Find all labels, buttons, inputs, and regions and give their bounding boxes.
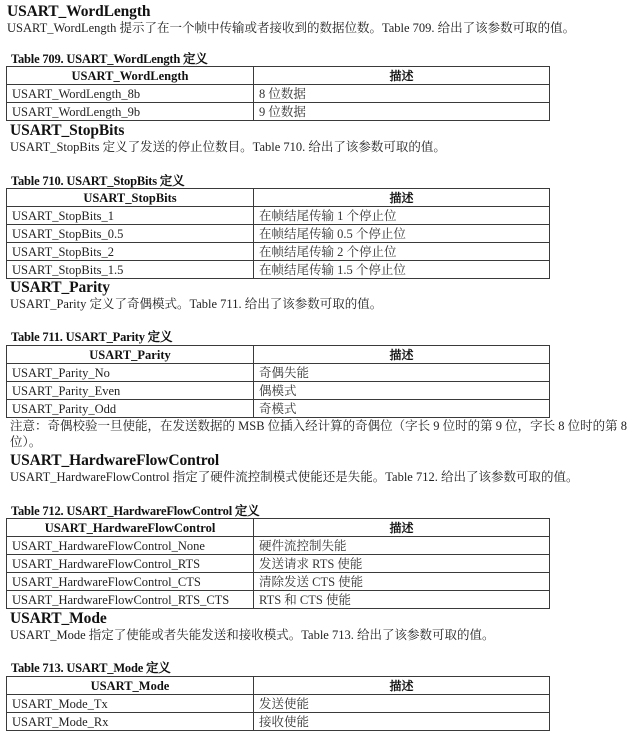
- table-row: [7, 225, 550, 243]
- parameter-description: 9 位数据: [254, 103, 550, 121]
- table-header-row: [7, 346, 550, 364]
- table-parity: [6, 345, 550, 418]
- column-header-parameter: USART_Parity: [7, 346, 254, 364]
- parameter-value: USART_StopBits_0.5: [7, 225, 254, 243]
- section-heading-stopbits: USART_StopBits: [10, 122, 125, 139]
- parameter-value: USART_HardwareFlowControl_RTS: [7, 555, 254, 573]
- parameter-description: 在帧结尾传输 1.5 个停止位: [254, 261, 550, 279]
- parameter-value: USART_WordLength_8b: [7, 85, 254, 103]
- table-header-row: [7, 677, 550, 695]
- parameter-description: 在帧结尾传输 0.5 个停止位: [254, 225, 550, 243]
- table-row: [7, 591, 550, 609]
- table-row: [7, 537, 550, 555]
- column-header-description: 描述: [254, 189, 550, 207]
- table-row: [7, 364, 550, 382]
- parameter-description: 8 位数据: [254, 85, 550, 103]
- parity-note: 注意：奇偶校验一旦使能，在发送数据的 MSB 位插入经计算的奇偶位（字长 9 位时的第 9 位，字长 8 位时的第 8 位）。: [10, 419, 628, 449]
- parameter-value: USART_HardwareFlowControl_CTS: [7, 573, 254, 591]
- section-description-stopbits: USART_StopBits 定义了发送的停止位数目。Table 710. 给出了该参数可取的值。: [10, 140, 446, 154]
- parameter-description: 清除发送 CTS 使能: [254, 573, 550, 591]
- table-caption-712: Table 712. USART_HardwareFlowControl 定义: [11, 504, 260, 518]
- parameter-value: USART_StopBits_1.5: [7, 261, 254, 279]
- table-row: [7, 573, 550, 591]
- parameter-value: USART_Parity_Even: [7, 382, 254, 400]
- parameter-value: USART_HardwareFlowControl_None: [7, 537, 254, 555]
- table-stopbits: [6, 188, 550, 279]
- table-row: [7, 243, 550, 261]
- parameter-value: USART_Mode_Tx: [7, 695, 254, 713]
- section-description-hwflowcontrol: USART_HardwareFlowControl 指定了硬件流控制模式使能还是失能。Table 712. 给出了该参数可取的值。: [10, 470, 579, 484]
- parameter-value: USART_Parity_Odd: [7, 400, 254, 418]
- parameter-value: USART_Mode_Rx: [7, 713, 254, 731]
- table-row: [7, 713, 550, 731]
- table-row: [7, 382, 550, 400]
- table-row: [7, 207, 550, 225]
- column-header-parameter: USART_WordLength: [7, 67, 254, 85]
- column-header-description: 描述: [254, 346, 550, 364]
- section-heading-mode: USART_Mode: [10, 610, 107, 627]
- table-wordlength: [6, 66, 550, 121]
- table-row: [7, 261, 550, 279]
- table-caption-711: Table 711. USART_Parity 定义: [11, 330, 173, 344]
- table-mode: [6, 676, 550, 731]
- table-caption-709: Table 709. USART_WordLength 定义: [11, 52, 208, 66]
- table-row: [7, 695, 550, 713]
- section-heading-wordlength: USART_WordLength: [7, 3, 151, 20]
- table-row: [7, 555, 550, 573]
- parameter-description: 在帧结尾传输 2 个停止位: [254, 243, 550, 261]
- parameter-value: USART_WordLength_9b: [7, 103, 254, 121]
- parameter-description: 发送请求 RTS 使能: [254, 555, 550, 573]
- column-header-parameter: USART_StopBits: [7, 189, 254, 207]
- column-header-description: 描述: [254, 519, 550, 537]
- parameter-value: USART_StopBits_1: [7, 207, 254, 225]
- table-hwflowcontrol: [6, 518, 550, 609]
- parameter-description: 在帧结尾传输 1 个停止位: [254, 207, 550, 225]
- section-description-wordlength: USART_WordLength 提示了在一个帧中传输或者接收到的数据位数。Table 709. 给出了该参数可取的值。: [7, 21, 576, 35]
- parameter-description: RTS 和 CTS 使能: [254, 591, 550, 609]
- column-header-parameter: USART_HardwareFlowControl: [7, 519, 254, 537]
- section-heading-parity: USART_Parity: [10, 279, 110, 296]
- parameter-value: USART_HardwareFlowControl_RTS_CTS: [7, 591, 254, 609]
- parameter-description: 硬件流控制失能: [254, 537, 550, 555]
- column-header-description: 描述: [254, 677, 550, 695]
- section-description-mode: USART_Mode 指定了使能或者失能发送和接收模式。Table 713. 给出了该参数可取的值。: [10, 628, 495, 642]
- section-description-parity: USART_Parity 定义了奇偶模式。Table 711. 给出了该参数可取的值。: [10, 297, 383, 311]
- parameter-description: 奇模式: [254, 400, 550, 418]
- table-caption-710: Table 710. USART_StopBits 定义: [11, 174, 185, 188]
- section-heading-hwflowcontrol: USART_HardwareFlowControl: [10, 452, 220, 469]
- table-row: [7, 103, 550, 121]
- parameter-description: 接收使能: [254, 713, 550, 731]
- table-header-row: [7, 189, 550, 207]
- parameter-description: 奇偶失能: [254, 364, 550, 382]
- parameter-description: 发送使能: [254, 695, 550, 713]
- table-header-row: [7, 67, 550, 85]
- table-caption-713: Table 713. USART_Mode 定义: [11, 661, 171, 675]
- column-header-description: 描述: [254, 67, 550, 85]
- table-header-row: [7, 519, 550, 537]
- parameter-value: USART_StopBits_2: [7, 243, 254, 261]
- parameter-description: 偶模式: [254, 382, 550, 400]
- parameter-value: USART_Parity_No: [7, 364, 254, 382]
- table-row: [7, 400, 550, 418]
- table-row: [7, 85, 550, 103]
- column-header-parameter: USART_Mode: [7, 677, 254, 695]
